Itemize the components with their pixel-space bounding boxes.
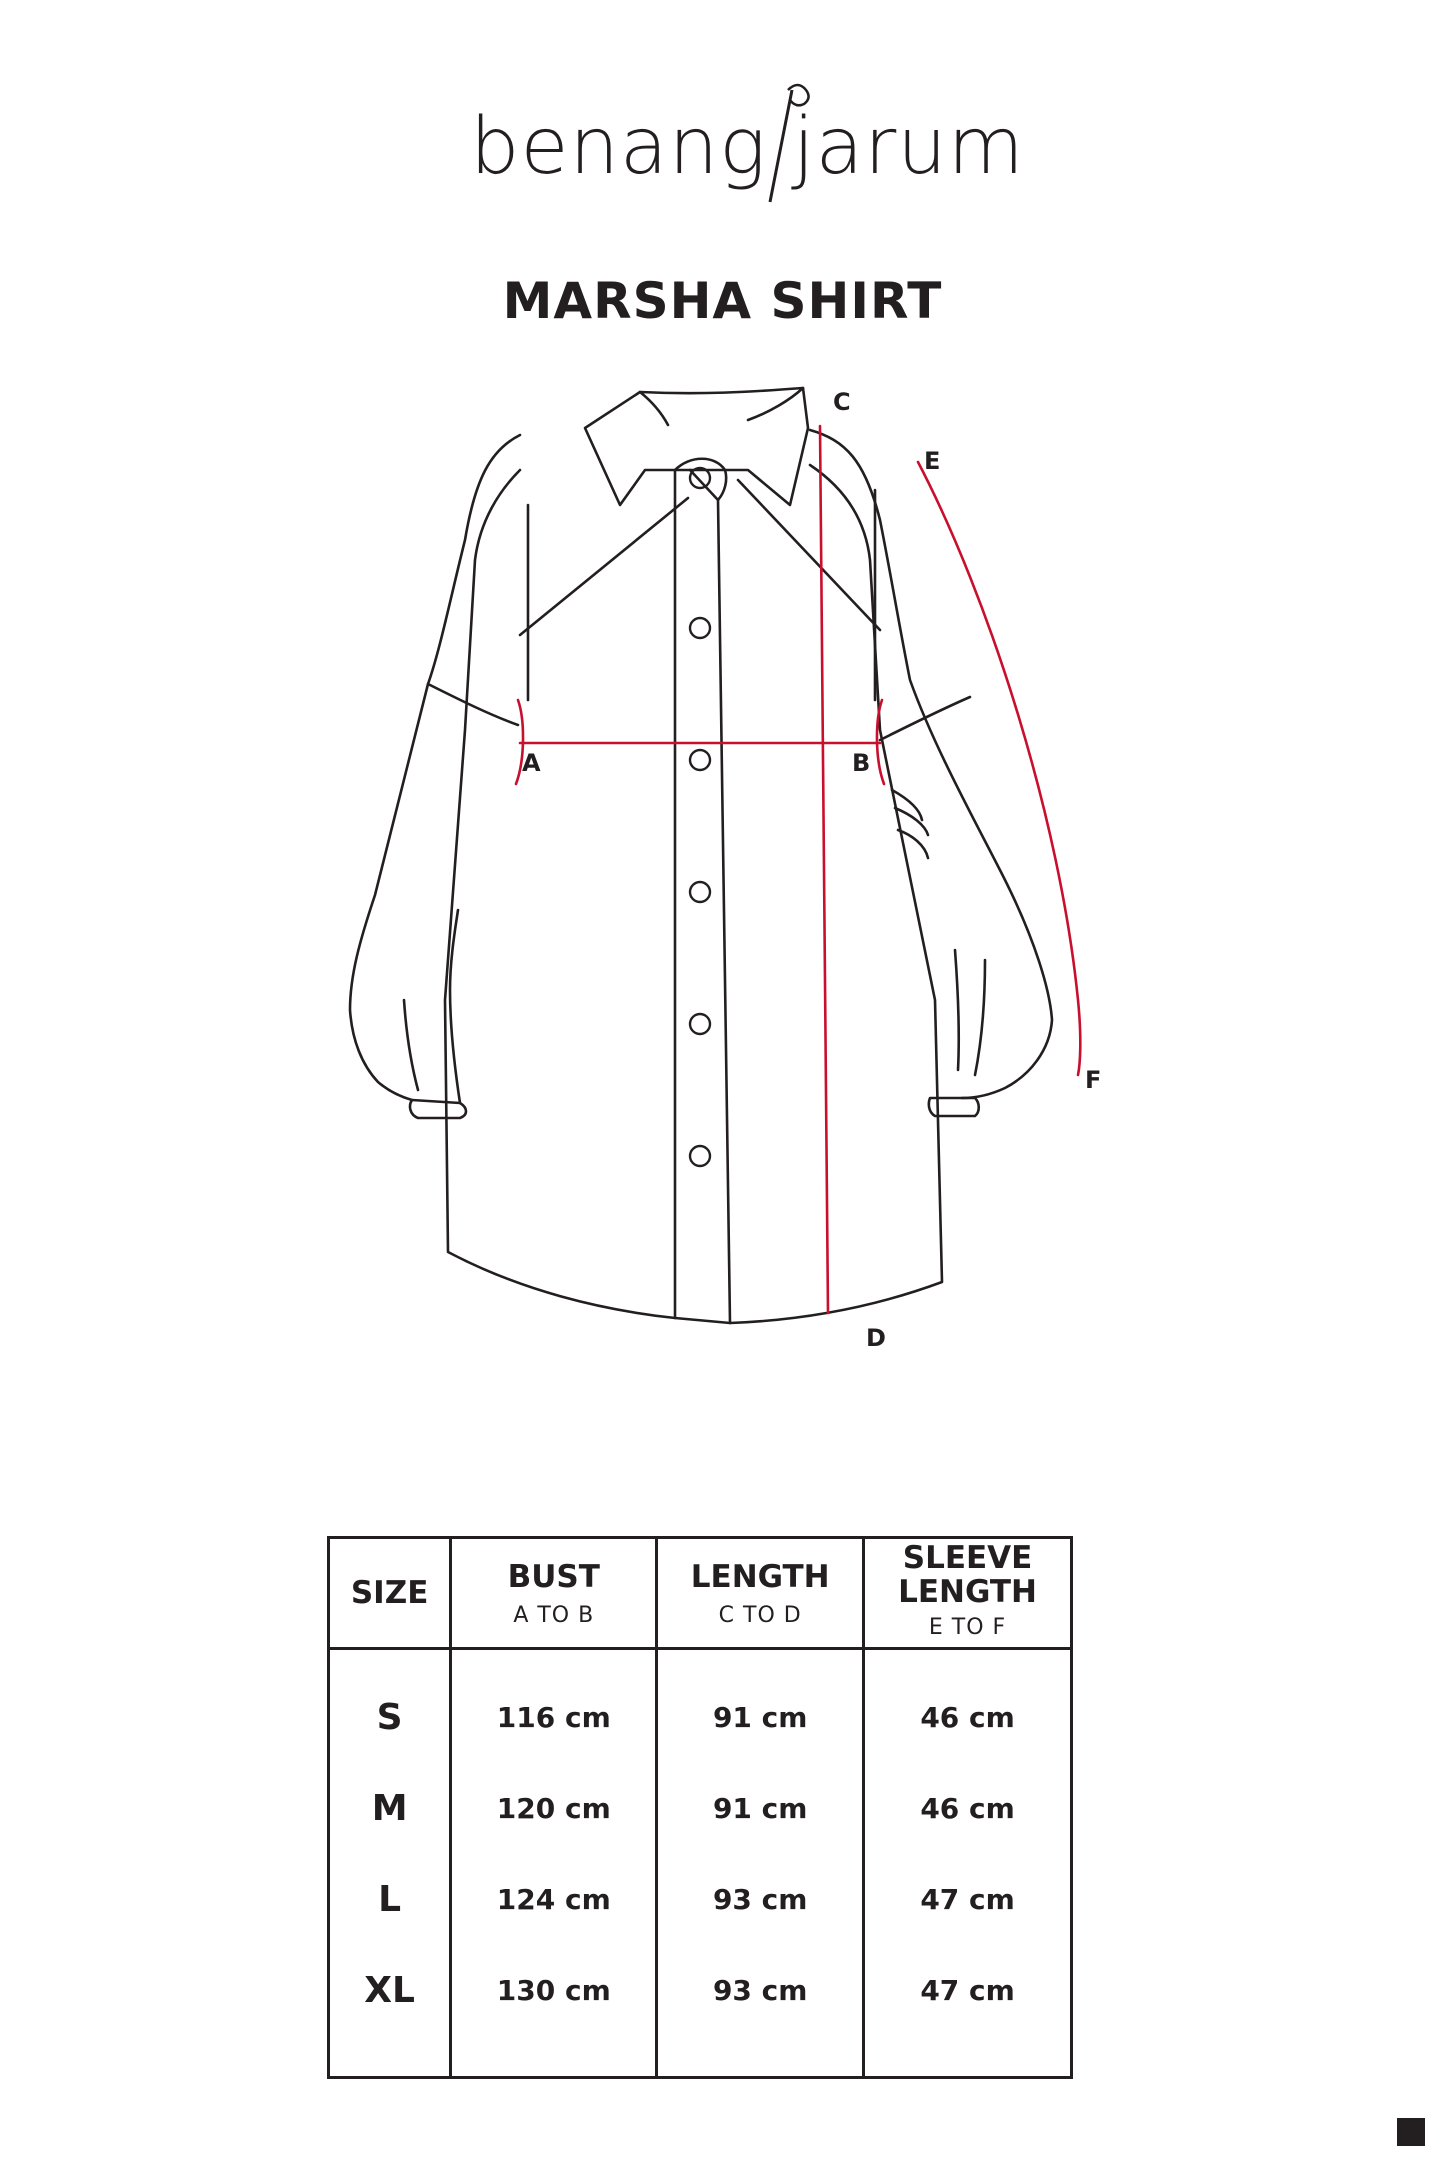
left-sleeve-inner [428, 684, 518, 725]
point-d-label: D [866, 1324, 886, 1352]
left-sleeve-inner2 [450, 910, 460, 1103]
length-cell: 91 cm [657, 1649, 864, 1764]
table-row [329, 1854, 1072, 1945]
bust-cell: 120 cm [451, 1763, 657, 1854]
sleeve-cell: 47 cm [864, 1945, 1072, 2078]
button [690, 1146, 710, 1166]
header-size: SIZE [329, 1538, 451, 1649]
product-title: MARSHA SHIRT [502, 272, 943, 330]
right-yoke-line [738, 480, 880, 630]
header-sleeve-sub: E TO F [928, 1615, 1007, 1640]
left-yoke-line [520, 498, 688, 635]
placket [675, 470, 730, 1323]
length-line-c-to-d [820, 426, 828, 1313]
point-c-label: C [833, 388, 851, 416]
length-cell: 93 cm [657, 1945, 864, 2078]
bust-cell: 116 cm [451, 1649, 657, 1764]
left-sleeve-outline [350, 435, 520, 1100]
size-cell: M [329, 1763, 451, 1854]
button [690, 1014, 710, 1034]
sleeve-cell: 46 cm [864, 1763, 1072, 1854]
bust-cell: 124 cm [451, 1854, 657, 1945]
header-sleeve-length: SLEEVE LENGTH E TO F [864, 1538, 1072, 1649]
corner-square-icon [1397, 2118, 1425, 2146]
button [690, 750, 710, 770]
header-bust-sub: A TO B [513, 1602, 595, 1628]
point-b-label: B [852, 749, 871, 777]
table-header-row [329, 1538, 1072, 1649]
point-e-label: E [924, 447, 941, 475]
sleeve-line-e-to-f [918, 462, 1080, 1075]
brand-logo [470, 72, 1025, 212]
size-cell: L [329, 1854, 451, 1945]
brand-logo-text: benang jarum [470, 102, 1025, 192]
length-cell: 93 cm [657, 1854, 864, 1945]
button [690, 882, 710, 902]
header-bust: BUST A TO B [451, 1538, 657, 1649]
table-row [329, 1945, 1072, 2078]
size-cell: S [329, 1649, 451, 1764]
table-row [329, 1763, 1072, 1854]
table-row [329, 1649, 1072, 1764]
right-sleeve-inner [880, 697, 970, 740]
length-cell: 91 cm [657, 1763, 864, 1854]
sleeve-cell: 47 cm [864, 1854, 1072, 1945]
shirt-diagram [0, 360, 1445, 1360]
button [690, 618, 710, 638]
header-length-sub: C TO D [718, 1602, 802, 1628]
sleeve-cell: 46 cm [864, 1649, 1072, 1764]
buttons [690, 468, 710, 1166]
right-sleeve-outline [810, 430, 1052, 1098]
point-a-label: A [522, 749, 541, 777]
left-cuff [410, 1100, 466, 1118]
size-cell: XL [329, 1945, 451, 2078]
bust-cell: 130 cm [451, 1945, 657, 2078]
point-f-label: F [1085, 1066, 1102, 1094]
header-length: LENGTH C TO D [657, 1538, 864, 1649]
shirt-body-outline [445, 465, 942, 1323]
size-chart-table [327, 1536, 1073, 2079]
